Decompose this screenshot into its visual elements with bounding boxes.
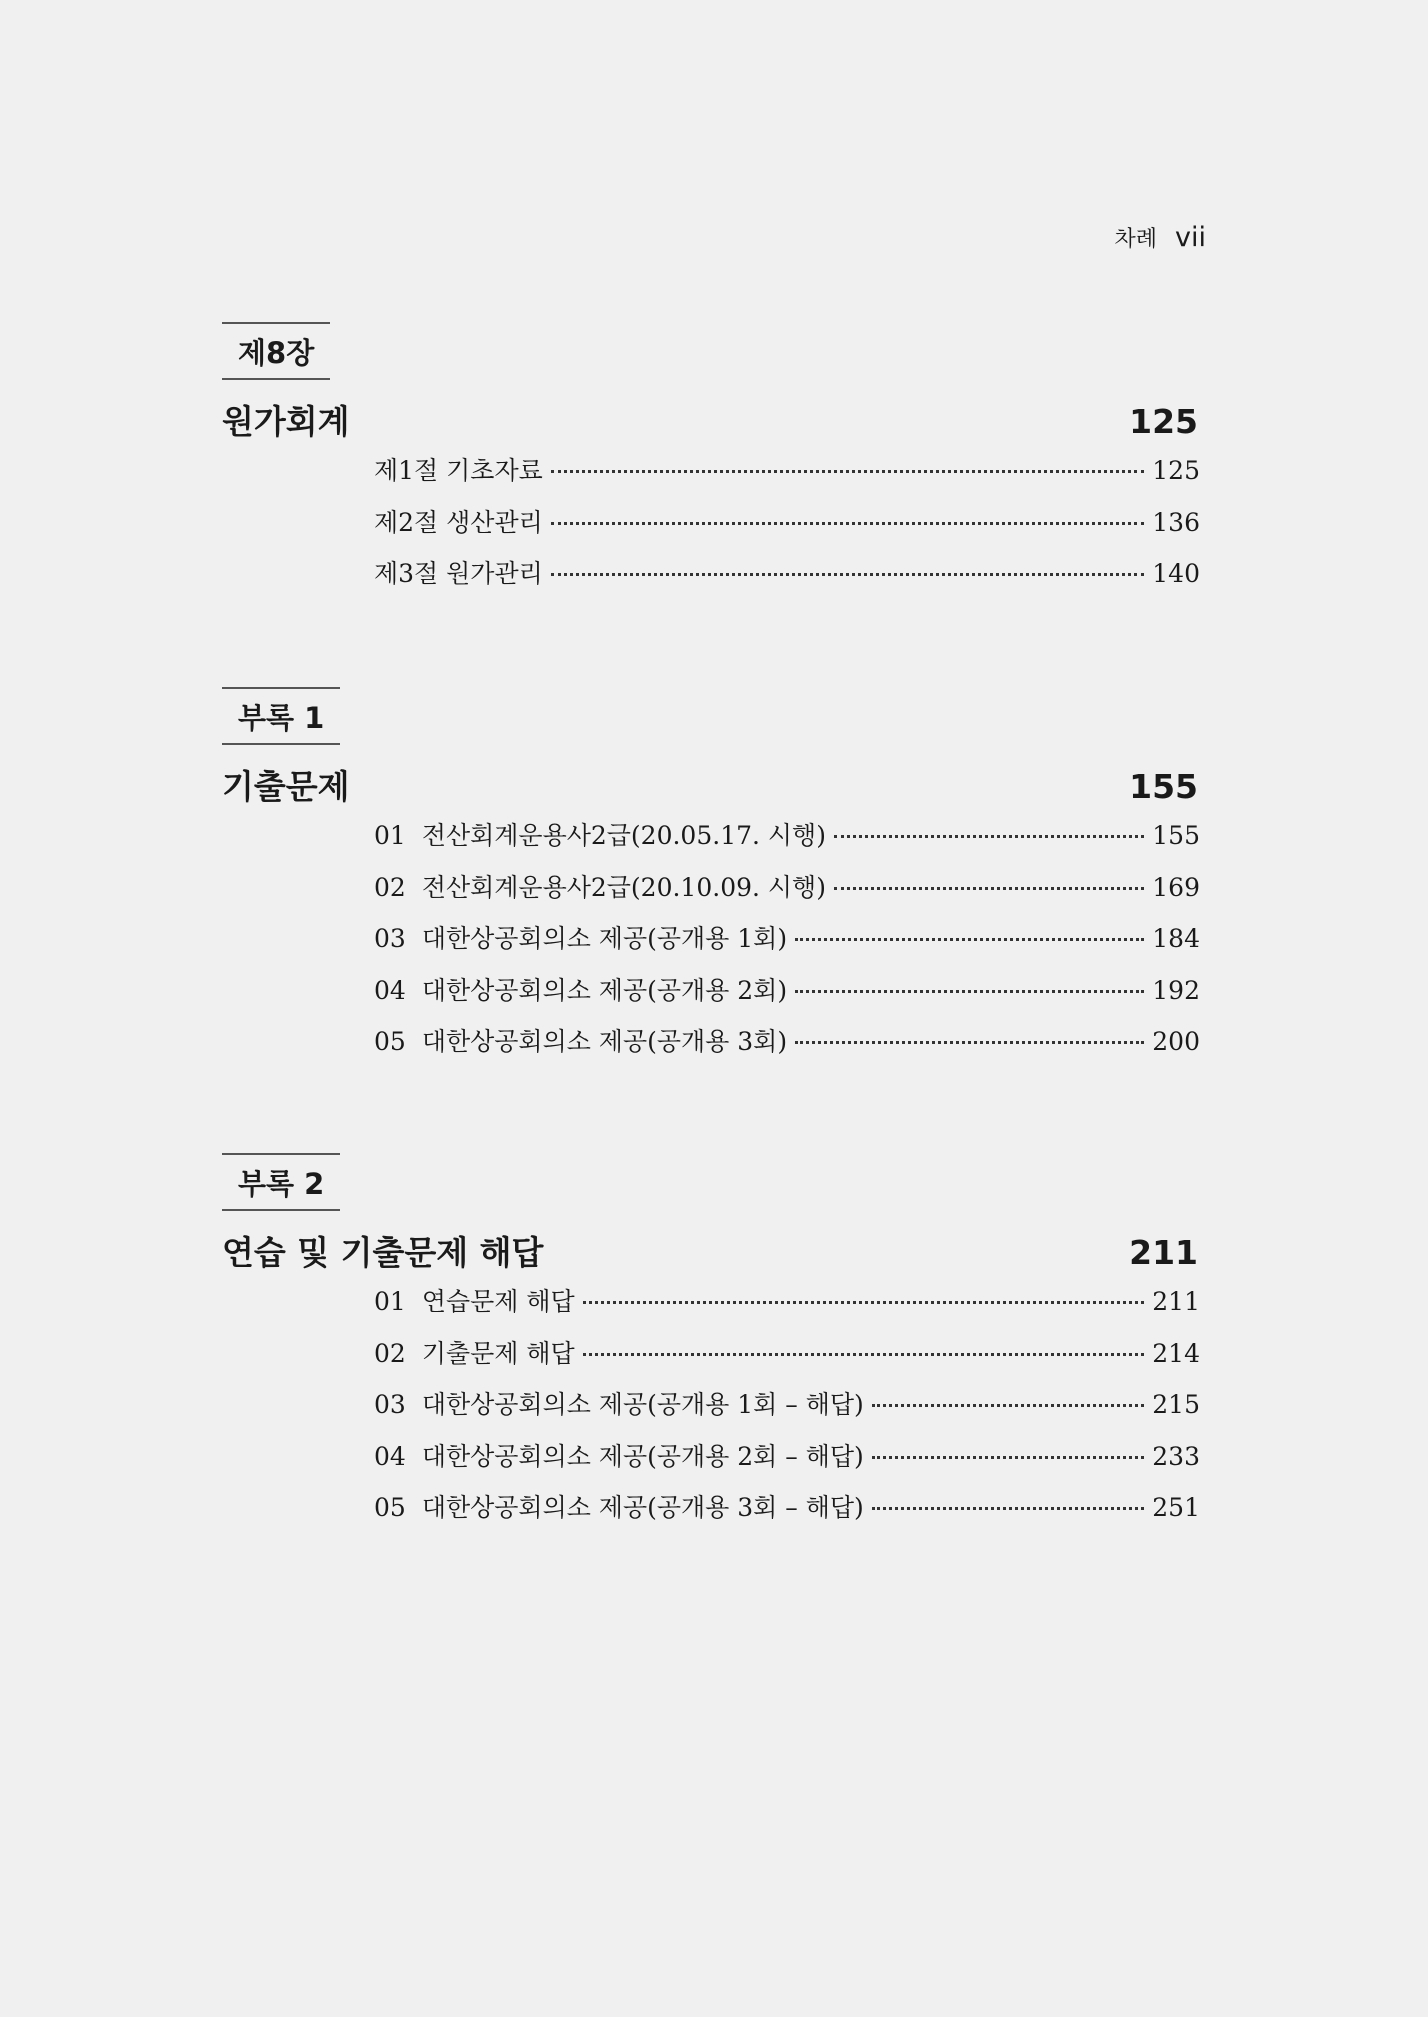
toc-entry-page: 169 (1152, 872, 1200, 902)
toc-entry-number: 05 (374, 1027, 406, 1056)
toc-entry-page: 125 (1152, 456, 1200, 485)
toc-entry-number: 04 (374, 975, 406, 1005)
toc-entry[interactable] (374, 1437, 1200, 1489)
section-title-row (222, 1227, 1200, 1274)
section-page-number: 155 (1129, 767, 1198, 806)
toc-entry-page: 184 (1152, 924, 1200, 953)
toc-entry-text: 대한상공회의소 제공(공개용 3회 – 해답) (421, 1493, 864, 1522)
toc-entry-page: 251 (1152, 1493, 1200, 1522)
toc-entry-page: 192 (1152, 975, 1200, 1005)
dot-leader (834, 887, 1144, 890)
toc-entry[interactable] (374, 1385, 1200, 1437)
dot-leader (872, 1507, 1145, 1510)
toc-entry-text: 전산회계운용사2급(20.05.17. 시행) (421, 821, 826, 850)
appendix-label: 부록 2 (222, 1153, 340, 1211)
toc-entry-number: 01 (374, 1287, 406, 1316)
toc-entry[interactable] (374, 868, 1200, 920)
toc-entry-number: 03 (374, 1390, 406, 1419)
toc-entry[interactable] (374, 554, 1200, 606)
toc-entry-list (222, 816, 1200, 1074)
toc-entry[interactable] (374, 1022, 1200, 1074)
toc-entry-text: 제1절 기초자료 (374, 456, 543, 485)
section-title-row (222, 396, 1200, 443)
toc-entry[interactable] (374, 1282, 1200, 1334)
toc-entry-number: 04 (374, 1441, 406, 1471)
toc-entry[interactable] (374, 971, 1200, 1023)
dot-leader (795, 1041, 1144, 1044)
section-title-row (222, 761, 1200, 808)
toc-entry-number: 02 (374, 1338, 406, 1368)
toc-entry-page: 136 (1152, 507, 1200, 537)
toc-entry-number: 05 (374, 1493, 406, 1522)
toc-entry-text: 제2절 생산관리 (374, 507, 543, 537)
toc-entry-text: 대한상공회의소 제공(공개용 1회 – 해답) (421, 1390, 864, 1419)
dot-leader (583, 1353, 1145, 1356)
running-head-page-number: vii (1175, 222, 1206, 253)
dot-leader (872, 1404, 1145, 1407)
dot-leader (551, 573, 1145, 576)
toc-entry-list (222, 1282, 1200, 1540)
toc-entry[interactable] (374, 1334, 1200, 1386)
section-title[interactable]: 원가회계 (222, 402, 350, 441)
toc-entry-page: 140 (1152, 559, 1200, 588)
toc-entry-number: 01 (374, 821, 406, 850)
toc-entry-text: 대한상공회의소 제공(공개용 1회) (421, 924, 788, 953)
chapter-label: 제8장 (222, 322, 330, 380)
toc-entry[interactable] (374, 1488, 1200, 1540)
section-page-number: 125 (1129, 402, 1198, 441)
toc-section-appendix-2 (222, 1153, 1200, 1540)
dot-leader (551, 470, 1145, 473)
dot-leader (551, 522, 1145, 525)
dot-leader (872, 1456, 1145, 1459)
toc-entry-number: 02 (374, 872, 406, 902)
toc-entry-page: 214 (1152, 1338, 1200, 1368)
toc-entry-page: 215 (1152, 1390, 1200, 1419)
toc-entry-text: 전산회계운용사2급(20.10.09. 시행) (421, 872, 826, 902)
dot-leader (795, 990, 1144, 993)
running-head (1115, 222, 1207, 253)
toc-entry-text: 연습문제 해답 (421, 1287, 575, 1316)
toc-entry-text: 대한상공회의소 제공(공개용 3회) (421, 1027, 788, 1056)
toc-entry-number: 03 (374, 924, 406, 953)
toc-entry-text: 기출문제 해답 (421, 1338, 575, 1368)
section-title[interactable]: 기출문제 (222, 767, 350, 806)
toc-entry-page: 233 (1152, 1441, 1200, 1471)
toc-section-chapter-8 (222, 322, 1200, 606)
toc-entry-list (222, 451, 1200, 606)
toc-entry-page: 211 (1152, 1287, 1200, 1316)
section-title[interactable]: 연습 및 기출문제 해답 (222, 1233, 544, 1272)
toc-section-appendix-1 (222, 687, 1200, 1074)
dot-leader (583, 1301, 1145, 1304)
toc-entry[interactable] (374, 816, 1200, 868)
toc-entry-text: 제3절 원가관리 (374, 559, 543, 588)
toc-entry[interactable] (374, 503, 1200, 555)
toc-entry-page: 155 (1152, 821, 1200, 850)
toc-entry-page: 200 (1152, 1027, 1200, 1056)
appendix-label: 부록 1 (222, 687, 340, 745)
running-head-label: 차례 (1114, 227, 1158, 252)
toc-entry-text: 대한상공회의소 제공(공개용 2회) (421, 975, 788, 1005)
toc-entry[interactable] (374, 451, 1200, 503)
dot-leader (834, 835, 1144, 838)
toc-entry-text: 대한상공회의소 제공(공개용 2회 – 해답) (421, 1441, 864, 1471)
section-page-number: 211 (1129, 1233, 1198, 1272)
toc-entry[interactable] (374, 919, 1200, 971)
dot-leader (795, 938, 1144, 941)
